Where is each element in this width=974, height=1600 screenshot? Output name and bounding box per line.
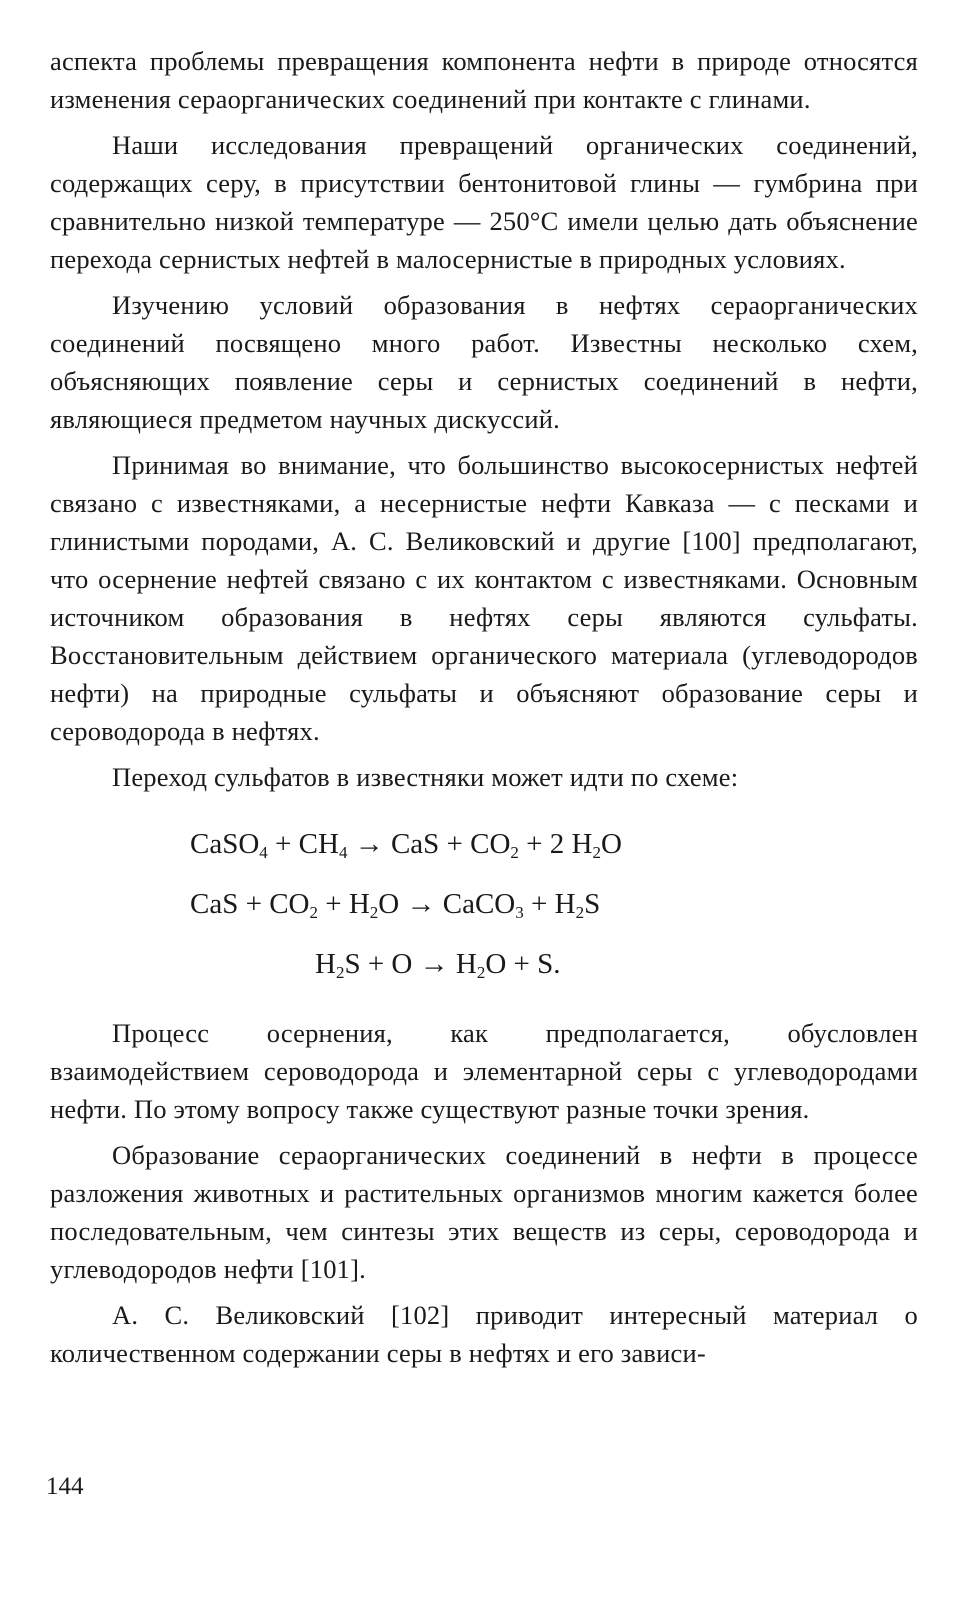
paragraph-1: аспекта проблемы превращения компонента нефти в природе относятся изменения сераорганических соединений при контакте с глинами. bbox=[50, 46, 918, 114]
equation-2: CaS + $CO_2 + H_2O$ → CaCO$_3$ + $H_2S$ bbox=[190, 888, 601, 922]
paragraph-5: Переход сульфатов в известняки может идти по схеме: bbox=[112, 762, 739, 792]
paragraph-6: Процесс осернения, как предполагается, обусловлен взаимодействием сероводорода и элементарной серы с углеводородами нефти. По этому вопросу также существуют разные точки зрения. bbox=[50, 1018, 918, 1124]
equation-3: $H_2S + O \to H_2O + S$. bbox=[315, 948, 561, 982]
reaction-scheme bbox=[50, 814, 918, 994]
page-body bbox=[50, 42, 918, 1380]
equation-1: CaSO$_4$ + $CH_4$ → CaS + $CO_2 + 2$ $H_2O$ bbox=[190, 828, 622, 862]
paragraph-8: А. С. Великовский [102] приводит интересный материал о количественном содержании серы в нефтях и его зависи- bbox=[50, 1300, 918, 1368]
paragraph-3: Изучению условий образования в нефтях сераорганических соединений посвящено много работ. Известны несколько схем, объясняющих появление серы и сернистых соединений в нефти, являющиеся предметом научных дискуссий. bbox=[50, 290, 918, 434]
page-number: 144 bbox=[46, 1473, 84, 1500]
paragraph-2: Наши исследования превращений органических соединений, содержащих серу, в присутствии бентонитовой глины — гумбрина при сравнительно низкой температуре — 250°С имели целью дать объяснение перехода сернистых нефтей в малосернистые в природных условиях. bbox=[50, 130, 918, 274]
paragraph-4: Принимая во внимание, что большинство высокосернистых нефтей связано с известняками, а несернистые нефти Кавказа — с песками и глинистыми породами, А. С. Великовский и другие [100] предполагают, что осернение нефтей связано с их контактом с известняками. Основным источником образования в нефтях серы являются сульфаты. Восстановительным действием органического материала (углеводородов нефти) на природные сульфаты и объясняют образование серы и сероводорода в нефтях. bbox=[50, 450, 918, 746]
paragraph-7: Образование сераорганических соединений в нефти в процессе разложения животных и растительных организмов многим кажется более последовательным, чем синтезы этих веществ из серы, сероводорода и углеводородов нефти [101]. bbox=[50, 1140, 918, 1284]
